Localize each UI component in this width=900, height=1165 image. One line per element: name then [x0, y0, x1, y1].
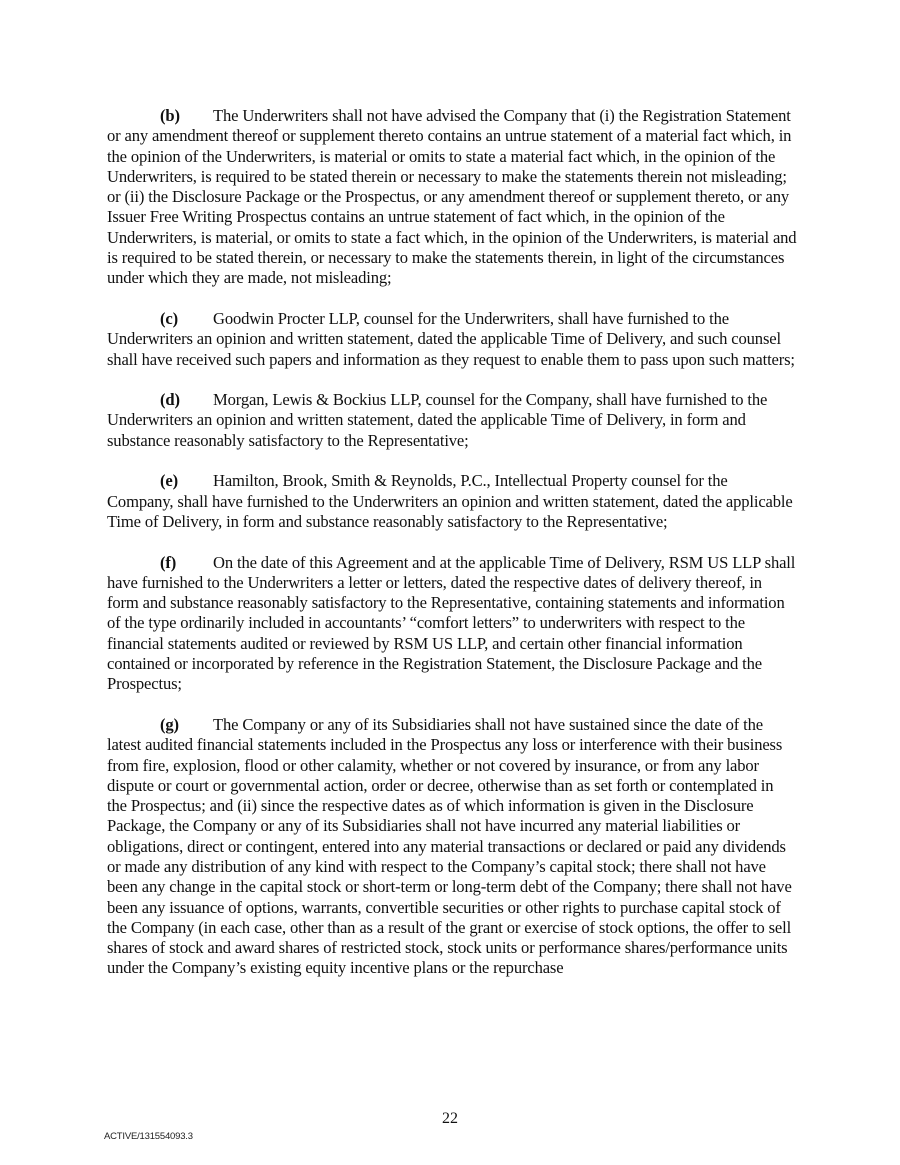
- document-body: [107, 106, 797, 999]
- paragraph-label: (f): [160, 552, 177, 572]
- paragraph-text: On the date of this Agreement and at the applicable Time of Delivery, RSM US LLP shall have furnished to the Underwriters a letter or letters, dated the respective dates of delivery thereof, in form and substance reasonably satisfactory to the Representative, containing statements and information of the type ordinarily included in accountants’ “comfort letters” to underwriters with respect to the financial statements audited or reviewed by RSM US LLP, and certain other financial information contained or incorporated by reference in the Registration Statement, the Disclosure Package and the Prospectus;: [107, 552, 796, 694]
- paragraph-d: [107, 390, 797, 451]
- paragraph-e: [107, 471, 797, 532]
- document-id: ACTIVE/131554093.3: [104, 1131, 193, 1142]
- paragraph-text: Goodwin Procter LLP, counsel for the Underwriters, shall have furnished to the Underwriters an opinion and written statement, dated the applicable Time of Delivery, and such counsel shall have received such papers and information as they request to enable them to pass upon such matters;: [107, 308, 795, 369]
- paragraph-text: The Underwriters shall not have advised the Company that (i) the Registration Statement or any amendment thereof or supplement thereto contains an untrue statement of a material fact which, in the opinion of the Underwriters, is material or omits to state a material fact which, in the opinion of the Underwriters, is required to be stated therein or necessary to make the statements therein not misleading; or (ii) the Disclosure Package or the Prospectus, or any amendment thereof or supplement thereto, or any Issuer Free Writing Prospectus contains an untrue statement of fact which, in the opinion of the Underwriters, is material, or omits to state a fact which, in the opinion of the Underwriters, is material and is required to be stated therein, or necessary to make the statements therein, in light of the circumstances under which they are made, not misleading;: [107, 106, 797, 288]
- page-number: 22: [442, 1110, 458, 1127]
- paragraph-b: [107, 106, 797, 289]
- paragraph-label: (g): [160, 714, 179, 734]
- paragraph-label: (e): [160, 471, 178, 491]
- paragraph-g: [107, 715, 797, 979]
- paragraph-text: The Company or any of its Subsidiaries shall not have sustained since the date of the latest audited financial statements included in the Prospectus any loss or interference with their business from fire, explosion, flood or other calamity, whether or not covered by insurance, or from any labor dispute or court or governmental action, order or decree, otherwise than as set forth or contemplated in the Prospectus; and (ii) since the respective dates as of which information is given in the Disclosure Package, the Company or any of its Subsidiaries shall not have incurred any material liabilities or obligations, direct or contingent, entered into any material transactions or declared or paid any dividends or made any distribution of any kind with respect to the Company’s capital stock; there shall not have been any change in the capital stock or short-term or long-term debt of the Company; there shall not have been any issuance of options, warrants, convertible securities or other rights to purchase capital stock of the Company (in each case, other than as a result of the grant or exercise of stock options, the offer to sell shares of stock and award shares of restricted stock, stock units or performance shares/performance units under the Company’s existing equity incentive plans or the repurchase: [107, 714, 792, 978]
- paragraph-label: (b): [160, 106, 180, 125]
- paragraph-label: (c): [160, 308, 178, 328]
- paragraph-c: [107, 309, 797, 370]
- paragraph-f: [107, 553, 797, 695]
- paragraph-text: Hamilton, Brook, Smith & Reynolds, P.C., Intellectual Property counsel for the Company, shall have furnished to the Underwriters an opinion and written statement, dated the applicable Time of Delivery, in form and substance reasonably satisfactory to the Representative;: [107, 471, 793, 531]
- paragraph-text: Morgan, Lewis & Bockius LLP, counsel for the Company, shall have furnished to the Underwriters an opinion and written statement, dated the applicable Time of Delivery, in form and substance reasonably satisfactory to the Representative;: [107, 390, 768, 450]
- paragraph-label: (d): [160, 390, 180, 410]
